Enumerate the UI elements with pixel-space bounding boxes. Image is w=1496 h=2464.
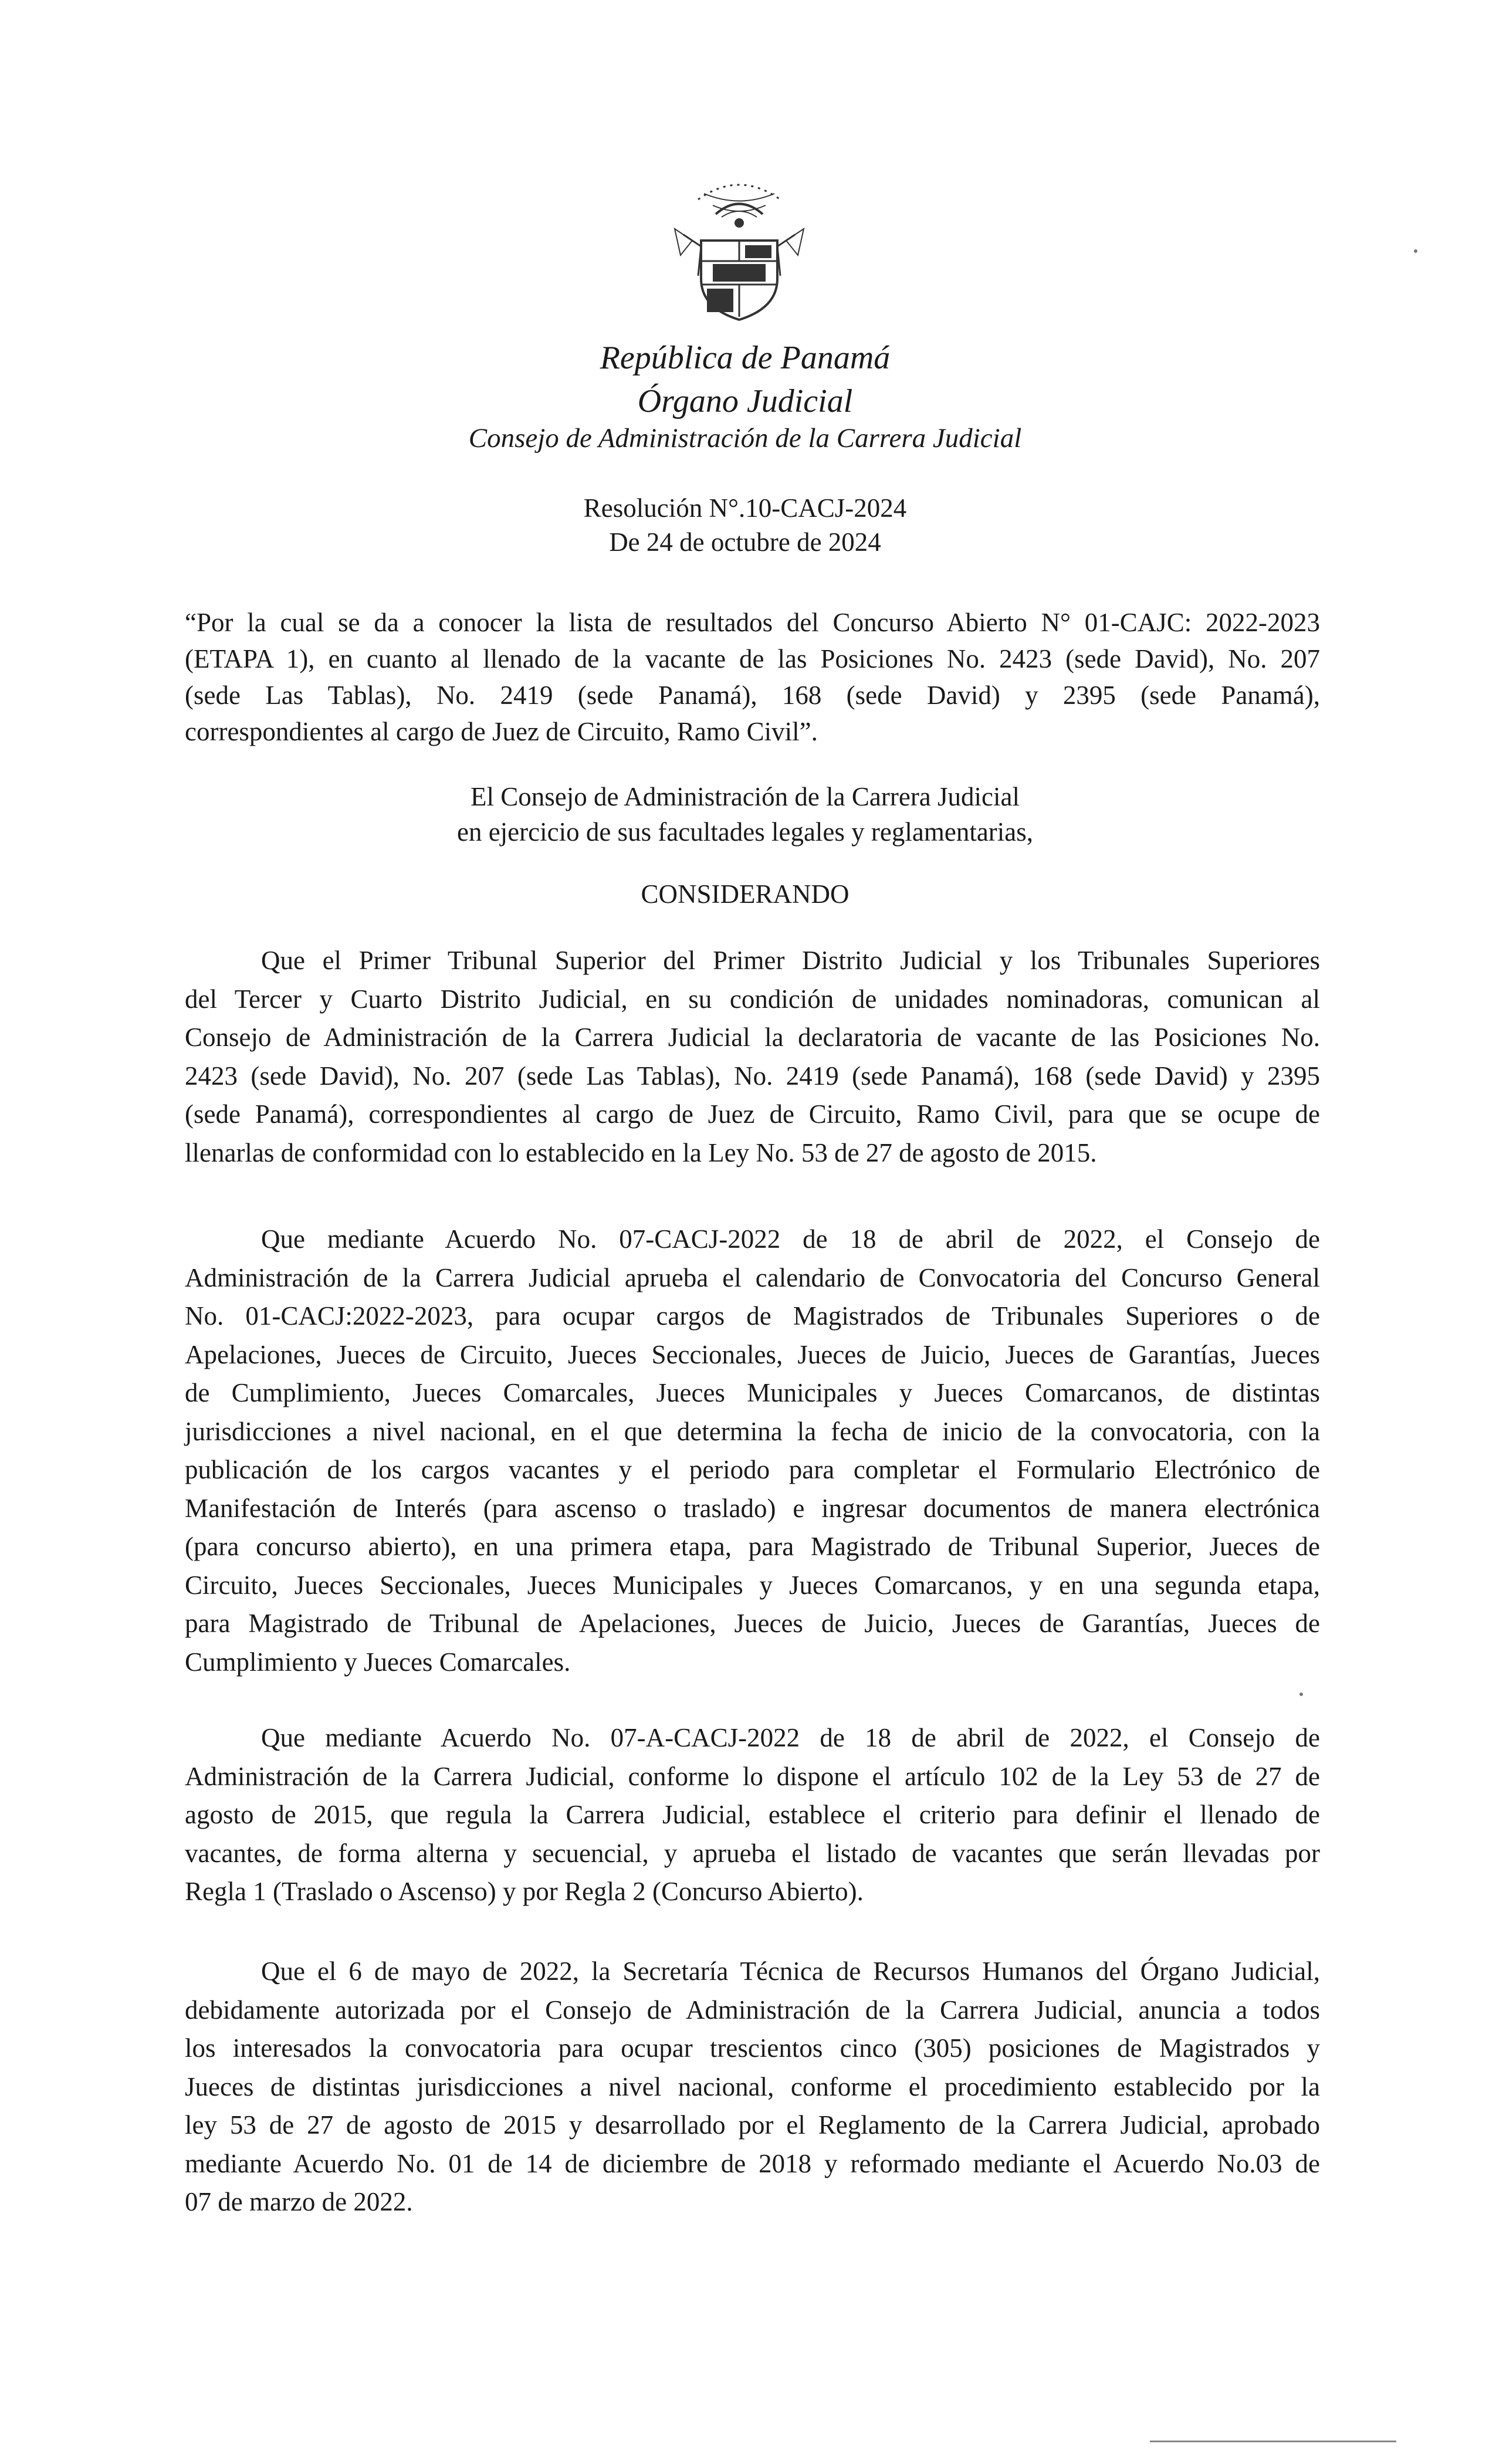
title-line: “Por la cual se da a conocer la lista de resultados del Concurso Abierto N° 01-CAJC: 2022-2023 [185,608,1320,637]
paragraph-line: llenarlas de conformidad con lo establecido en la Ley No. 53 de 27 de agosto de 2015. [185,1138,1097,1167]
paragraph-line: 07 de marzo de 2022. [185,2187,413,2216]
paragraph-line: jurisdicciones a nivel nacional, en el que determina la fecha de inicio de la convocatoria, con la [185,1416,1320,1446]
paragraph-line: Manifestación de Interés (para ascenso o traslado) e ingresar documentos de manera electrónica [185,1493,1320,1523]
paragraph-line: 2423 (sede David), No. 207 (sede Las Tablas), No. 2419 (sede Panamá), 168 (sede David) y 2395 [185,1061,1320,1091]
paragraph-line: ley 53 de 27 de agosto de 2015 y desarrollado por el Reglamento de la Carrera Judicial, aprobado [185,2110,1320,2140]
paragraph-line: Que mediante Acuerdo No. 07-CACJ-2022 de 18 de abril de 2022, el Consejo de [261,1224,1320,1254]
paragraph-line: mediante Acuerdo No. 01 de 14 de diciembre de 2018 y reformado mediante el Acuerdo No.03 de [185,2148,1320,2178]
paragraph-line: Que mediante Acuerdo No. 07-A-CACJ-2022 de 18 de abril de 2022, el Consejo de [261,1723,1320,1752]
paragraph-line: de Cumplimiento, Jueces Comarcales, Jueces Municipales y Jueces Comarcanos, de distintas [185,1378,1320,1407]
bottom-rule [1150,2441,1396,2442]
resolution-date: De 24 de octubre de 2024 [609,527,881,557]
paragraph-line: publicación de los cargos vacantes y el periodo para completar el Formulario Electrónico de [185,1455,1320,1484]
scan-speck [1414,249,1417,253]
paragraph-line: Apelaciones, Jueces de Circuito, Jueces Seccionales, Jueces de Juicio, Jueces de Garantías, Jueces [185,1339,1320,1369]
paragraph-line: debidamente autorizada por el Consejo de Administración de la Carrera Judicial, anuncia a todos [185,1995,1320,2025]
paragraph-line: Que el 6 de mayo de 2022, la Secretaría Técnica de Recursos Humanos del Órgano Judicial, [261,1957,1320,1986]
paragraph-line: Administración de la Carrera Judicial aprueba el calendario de Convocatoria del Concurso General [185,1263,1320,1292]
paragraph-2 [185,1220,1320,1681]
council-intro [176,779,1314,849]
scan-speck [1299,1693,1303,1696]
paragraph-line: Que el Primer Tribunal Superior del Primer Distrito Judicial y los Tribunales Superiores [261,946,1320,975]
paragraph-4 [185,1952,1320,2222]
council-line: El Consejo de Administración de la Carrera Judicial [471,782,1020,811]
paragraph-line: Circuito, Jueces Seccionales, Jueces Municipales y Jueces Comarcanos, y en una segunda etapa, [185,1570,1320,1600]
paragraph-line: del Tercer y Cuarto Distrito Judicial, en su condición de unidades nominadoras, comunican al [185,984,1320,1014]
paragraph-line: agosto de 2015, que regula la Carrera Judicial, establece el criterio para definir el llenado de [185,1800,1320,1829]
resolution-title [185,604,1320,750]
paragraph-line: Administración de la Carrera Judicial, conforme lo dispone el artículo 102 de la Ley 53 de 27 de [185,1761,1320,1791]
considerando-heading: CONSIDERANDO [641,879,849,909]
header-organ: Órgano Judicial [637,383,853,419]
paragraph-1 [185,942,1320,1172]
paragraph-line: (para concurso abierto), en una primera etapa, para Magistrado de Tribunal Superior, Jueces de [185,1532,1320,1561]
resolution-number: Resolución N°.10-CACJ-2024 [583,493,907,523]
coat-of-arms-seal [657,158,821,329]
header-republic: República de Panamá [600,340,891,376]
paragraph-line: Jueces de distintas jurisdicciones a nivel nacional, conforme el procedimiento establecido por la [185,2072,1320,2101]
paragraph-line: (sede Panamá), correspondientes al cargo de Juez de Circuito, Ramo Civil, para que se ocupe de [185,1099,1320,1129]
council-line: en ejercicio de sus facultades legales y reglamentarias, [456,817,1034,847]
paragraph-line: Consejo de Administración de la Carrera Judicial la declaratoria de vacante de las Posiciones No. [185,1023,1320,1052]
title-line: correspondientes al cargo de Juez de Circuito, Ramo Civil”. [185,717,818,746]
paragraph-line: los interesados la convocatoria para ocupar trescientos cinco (305) posiciones de Magistrados y [185,2033,1320,2063]
paragraph-line: vacantes, de forma alterna y secuencial, y aprueba el listado de vacantes que serán llevadas por [185,1838,1320,1868]
title-line: (sede Las Tablas), No. 2419 (sede Panamá), 168 (sede David) y 2395 (sede Panamá), [185,681,1320,710]
paragraph-line: Regla 1 (Traslado o Ascenso) y por Regla 2 (Concurso Abierto). [185,1877,864,1906]
paragraph-line: No. 01-CACJ:2022-2023, para ocupar cargos de Magistrados de Tribunales Superiores o de [185,1301,1320,1331]
paragraph-line: Cumplimiento y Jueces Comarcales. [185,1647,571,1677]
paragraph-line: para Magistrado de Tribunal de Apelaciones, Jueces de Juicio, Jueces de Garantías, Jueces de [185,1609,1320,1638]
header-council: Consejo de Administración de la Carrera Judicial [468,423,1022,453]
title-line: (ETAPA 1), en cuanto al llenado de la vacante de las Posiciones No. 2423 (sede David), No. 207 [185,644,1320,673]
paragraph-3 [185,1719,1320,1911]
